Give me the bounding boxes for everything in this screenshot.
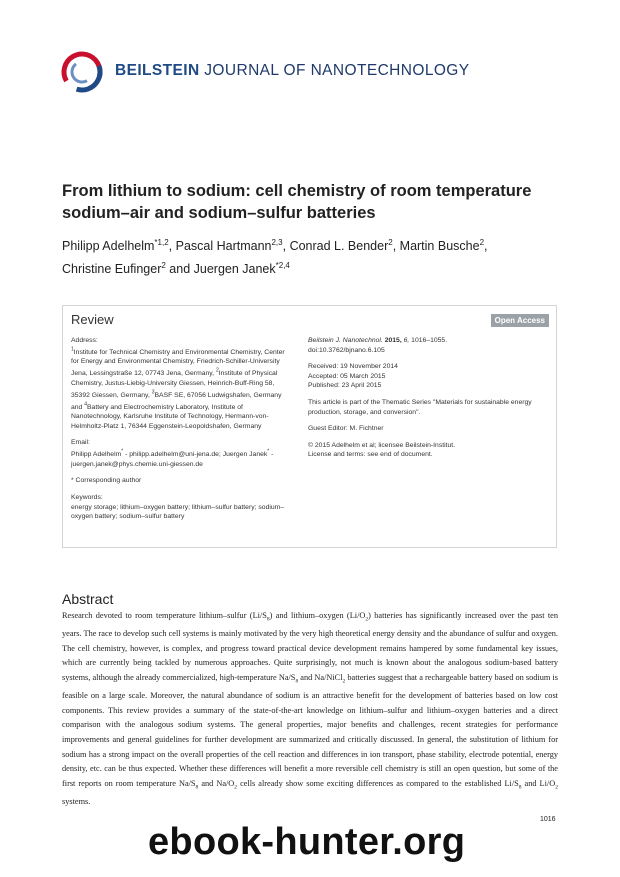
article-type: Review <box>71 312 114 327</box>
email-label: Email: <box>71 439 90 447</box>
abstract-segment: cells already show some exciting differences as compared to the established Li/S <box>237 778 519 788</box>
chemical-subscript: 8 <box>518 784 522 791</box>
info-right-column <box>308 336 533 467</box>
author-name: Pascal Hartmann <box>175 239 272 254</box>
author-affiliation: 2 <box>479 238 485 247</box>
abstract-segment: ) batteries has significantly increased over the past ten years. The race to develop such cell systems is mainly motivated by the very high theoretical energy density and the abundance of sulfur and oxygen. The cell chemistry, however, is complex, and progress toward practical device development remains hampered by some fundamental key issues, which are currently being tackled by numerous approaches. Quite surprisingly, not much is known about the analogous sodium-based battery systems, although the already commercialized, high-temperature Na/S <box>62 611 558 683</box>
copyright-text: © 2015 Adelhelm et al; licensee Beilstein-Institut. <box>308 441 456 449</box>
article-info-box <box>62 305 557 548</box>
abstract-segment: ) and lithium–oxygen (Li/O <box>269 611 366 620</box>
journal-name-bold: BEILSTEIN <box>115 62 200 79</box>
chemical-subscript: 2 <box>555 784 558 791</box>
email-text-part: Philipp Adelhelm <box>71 451 122 459</box>
citation-journal: Beilstein J. Nanotechnol. <box>308 337 383 344</box>
chemical-subscript: 8 <box>295 678 299 685</box>
author-name: Conrad L. Bender <box>289 239 389 254</box>
abstract-text <box>62 609 558 810</box>
affiliation-text: Institute for Technical Chemistry and Environmental Chemistry, Center for Energy and Environmental Chemistry, Friedrich-Schiller-University Jena, Lessingstraße 12, 07743 Jena, Germany, <box>71 348 285 378</box>
email-text-part: - juergen.janek@phys.chemie.uni-giessen.de <box>71 451 274 468</box>
author-name: Philipp Adelhelm <box>62 239 155 254</box>
address-text <box>71 346 285 430</box>
copyright-block <box>308 441 533 460</box>
doi-link[interactable]: doi:10.3762/bjnano.6.105 <box>308 346 385 354</box>
email-text-part: - philipp.adelhelm@uni-jena.de; Juergen Janek <box>123 451 268 459</box>
author-list <box>62 233 562 279</box>
keywords-text: energy storage; lithium–oxygen battery; lithium–sulfur battery; sodium–oxygen battery; sodium–sulfur battery <box>71 503 285 521</box>
watermark-text: ebook-hunter.org <box>148 821 466 863</box>
dates-block <box>308 362 533 391</box>
email-block <box>71 438 286 469</box>
affiliation-number: 3 <box>151 389 155 396</box>
keywords-block <box>71 493 286 522</box>
corresponding-mark: * <box>121 449 124 455</box>
chemical-subscript: 2 <box>365 616 369 623</box>
author-name: Martin Busche <box>399 239 480 254</box>
abstract-segment: and Li/O <box>521 778 556 788</box>
citation-volume: 6, <box>403 337 410 344</box>
email-text <box>71 451 273 468</box>
accepted-date: Accepted: 05 March 2015 <box>308 372 386 380</box>
address-label: Address: <box>71 337 98 344</box>
citation-year: 2015, <box>384 337 402 344</box>
chemical-subscript: 2 <box>234 784 238 791</box>
author-separator: and <box>165 262 194 277</box>
abstract-segment: systems. <box>62 797 91 807</box>
author-separator: , <box>484 239 488 254</box>
author-separator: , <box>392 239 400 254</box>
beilstein-logo <box>60 50 104 94</box>
affiliation-number: 4 <box>84 401 88 408</box>
address-block <box>71 336 286 431</box>
abstract-segment: Research devoted to room temperature lithium–sulfur (Li/S <box>62 611 267 620</box>
abstract-segment: and Na/NiCl <box>298 673 343 683</box>
thematic-series-note: This article is part of the Thematic Series "Materials for sustainable energy production, storage, and conversion". <box>308 398 532 416</box>
author-separator: , <box>168 239 176 254</box>
journal-name-rest: JOURNAL OF NANOTECHNOLOGY <box>204 62 470 79</box>
author-affiliation: 2 <box>388 238 393 247</box>
affiliation-text: Battery and Electrochemistry Laboratory, Institute of Nanotechnology, Karlsruhe Institute of Technology, Hermann-von-Helmholtz-Platz 1, 76344 Eggenstein-Leopoldshafen, Germany <box>71 403 269 430</box>
author-affiliation: 2,3 <box>271 238 283 247</box>
journal-name <box>115 62 470 80</box>
page-number: 1016 <box>540 816 556 823</box>
article-title: From lithium to sodium: cell chemistry of room temperature sodium–air and sodium–sulfur batteries <box>62 182 532 222</box>
affiliation-number: 1 <box>71 346 74 353</box>
author-name: Christine Eufinger <box>62 262 162 277</box>
author-affiliation: *1,2 <box>154 238 169 247</box>
corresponding-mark: * <box>267 449 270 455</box>
affiliation-text: Institute of Physical Chemistry, Justus-Liebig-University Giessen, Heinrich-Buff-Ring 58, 35392 Giessen, Germany, <box>71 370 278 399</box>
info-left-column <box>71 336 286 529</box>
author-affiliation: 2 <box>161 261 166 271</box>
keywords-label: Keywords: <box>71 494 103 502</box>
chemical-subscript: 8 <box>195 784 199 791</box>
license-text: License and terms: see end of document. <box>308 451 433 459</box>
affiliation-number: 2 <box>215 368 219 375</box>
author-separator: , <box>282 239 290 254</box>
published-date: Published: 23 April 2015 <box>308 382 382 390</box>
abstract-segment: and Na/O <box>198 778 235 788</box>
author-name: Juergen Janek <box>193 262 276 277</box>
citation-block <box>308 336 533 355</box>
received-date: Received: 19 November 2014 <box>308 363 398 371</box>
corresponding-author-note: * Corresponding author <box>71 477 142 485</box>
abstract-heading: Abstract <box>62 591 114 607</box>
open-access-badge: Open Access <box>491 314 549 327</box>
affiliation-text: BASF SE, 67056 Ludwigshafen, Germany and <box>71 391 282 411</box>
chemical-subscript: 2 <box>342 678 346 685</box>
abstract-segment: batteries suggest that a rechargeable battery based on sodium is feasible on a large scale. Moreover, the natural abundance of sodium is an attractive benefit for the development of batteries based on low cost components. This review provides a summary of the state-of-the-art knowledge on lithium–sulfur and lithium–oxygen batteries and a direct comparison with the analogous sodium systems. The general properties, major benefits and challenges, recent strategies for performance improvements and general guidelines for further development are summarized and critically discussed. In general, the substitution of lithium for sodium has a strong impact on the overall properties of the cell reaction and differences in ion transport, phase stability, electrode potential, energy density, etc. can be thus expected. Whether these differences will benefit a more reversible cell chemistry is still an open question, but some of the first reports on room temperature Na/S <box>62 673 559 788</box>
citation-pages: 1016–1055. <box>409 337 448 344</box>
chemical-subscript: 8 <box>266 616 270 623</box>
guest-editor: Guest Editor: M. Fichtner <box>308 425 384 433</box>
author-affiliation: *2,4 <box>275 261 290 271</box>
